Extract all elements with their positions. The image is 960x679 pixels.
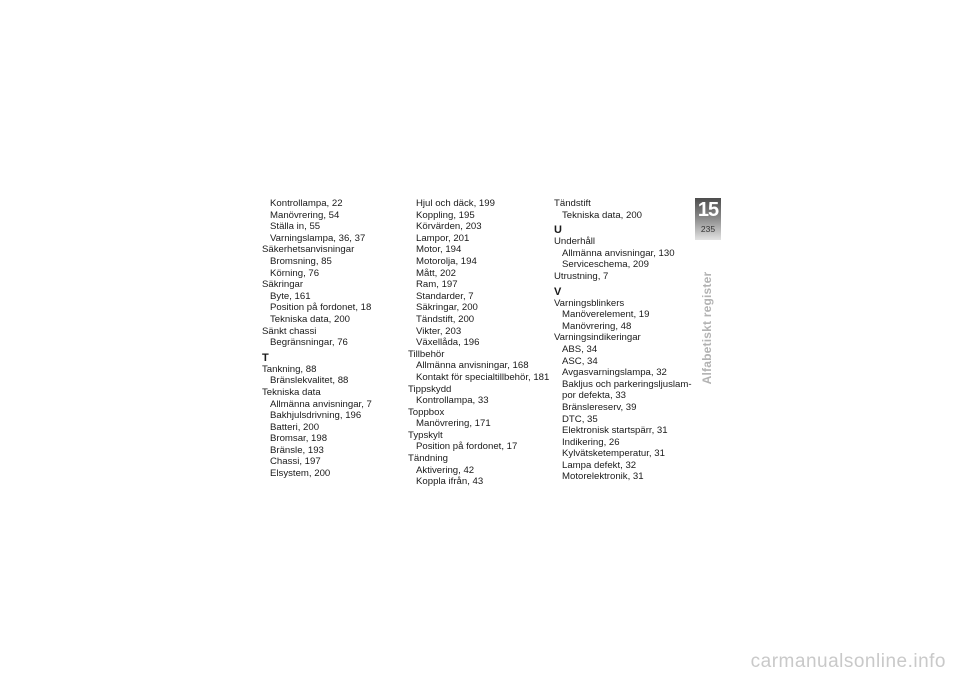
index-entry: Tändstift [554, 198, 591, 209]
index-subentry: Manövrering, 171 [416, 418, 491, 430]
index-subentry: Koppla ifrån, 43 [416, 476, 484, 488]
index-column-2 [408, 198, 558, 488]
index-entry: Sänkt chassi [262, 325, 317, 337]
index-entry: Tekniska data [262, 386, 321, 398]
index-subentry: ASC, 34 [562, 355, 598, 367]
index-subentry: Elektronisk startspärr, 31 [562, 425, 668, 437]
index-subentry: Serviceschema, 209 [562, 259, 649, 271]
index-subentry: Allmänna anvisningar, 130 [562, 247, 675, 259]
index-subentry: Motor, 194 [416, 244, 462, 256]
index-subentry: Kontrollampa, 33 [416, 395, 489, 407]
index-subentry: ABS, 34 [562, 343, 598, 355]
index-entry: Säkerhetsanvisningar [262, 244, 355, 256]
index-subentry: Kylvätsketemperatur, 31 [562, 448, 665, 460]
index-subentry: Bränsle, 193 [270, 444, 324, 456]
index-subentry: Tändstift, 200 [416, 313, 475, 325]
index-subentry: Lampor, 201 [416, 232, 470, 244]
index-subentry: Ram, 197 [416, 279, 458, 291]
index-subentry: Aktivering, 42 [416, 464, 475, 476]
index-letter-heading: U [554, 224, 562, 237]
index-subentry: Indikering, 26 [562, 436, 620, 448]
chapter-number: 15 [697, 199, 719, 221]
index-subentry: Motorelektronik, 31 [562, 471, 644, 483]
index-subentry: Batteri, 200 [270, 421, 320, 433]
page-number: 235 [700, 224, 716, 234]
index-entry: Tillbehör [408, 348, 445, 360]
index-subentry: Ställa in, 55 [270, 221, 321, 233]
index-subentry: Växellåda, 196 [416, 337, 480, 349]
index-entry: Tankning, 88 [262, 363, 317, 375]
index-subentry: Körning, 76 [270, 267, 320, 279]
index-subentry: Tekniska data, 200 [562, 209, 643, 221]
section-title-vertical [700, 272, 714, 385]
index-letter-heading: T [262, 351, 269, 364]
index-subentry: Manövrering, 54 [270, 209, 340, 221]
index-subentry: Manövrering, 48 [562, 320, 632, 332]
index-subentry: Bakljus och parkeringsljuslam- [562, 378, 692, 390]
index-subentry: Säkringar, 200 [416, 302, 478, 314]
index-subentry: Allmänna anvisningar, 7 [270, 398, 372, 410]
index-subentry: Lampa defekt, 32 [562, 459, 637, 471]
index-subentry: Motorolja, 194 [416, 255, 477, 267]
index-entry: Utrustning, 7 [554, 270, 609, 282]
index-entry: Varningsblinkers [554, 297, 625, 309]
index-subentry: Manöverelement, 19 [562, 309, 650, 321]
index-subentry: Bränslereserv, 39 [562, 401, 637, 413]
index-subentry: Hjul och däck, 199 [416, 198, 495, 209]
index-subentry: Byte, 161 [270, 290, 311, 302]
index-entry: Typskylt [408, 429, 443, 441]
index-letter-heading: V [554, 285, 562, 298]
index-column-1 [262, 198, 412, 480]
index-subentry: Bakhjulsdrivning, 196 [270, 410, 362, 422]
watermark: carmanualsonline.info [750, 651, 946, 672]
index-subentry: Allmänna anvisningar, 168 [416, 360, 529, 372]
index-subentry: por defekta, 33 [562, 390, 627, 402]
index-entry: Varningsindikeringar [554, 332, 641, 344]
section-title-text: Alfabetiskt register [700, 271, 714, 385]
index-subentry: Position på fordonet, 17 [416, 441, 518, 453]
index-entry: Toppbox [408, 406, 445, 418]
index-subentry: Mått, 202 [416, 267, 456, 279]
index-entry: Säkringar [262, 279, 304, 291]
index-subentry: Bromsning, 85 [270, 255, 332, 267]
index-subentry: Varningslampa, 36, 37 [270, 232, 366, 244]
index-subentry: Tekniska data, 200 [270, 313, 351, 325]
index-subentry: Vikter, 203 [416, 325, 462, 337]
index-subentry: Standarder, 7 [416, 290, 474, 302]
index-subentry: Chassi, 197 [270, 456, 321, 468]
index-subentry: Bränslekvalitet, 88 [270, 375, 349, 387]
index-subentry: Avgasvarningslampa, 32 [562, 367, 667, 379]
index-column-3 [554, 198, 704, 483]
index-subentry: DTC, 35 [562, 413, 598, 425]
index-subentry: Körvärden, 203 [416, 221, 482, 233]
index-subentry: Kontakt för specialtillbehör, 181 [416, 371, 550, 383]
index-subentry: Koppling, 195 [416, 209, 475, 221]
index-subentry: Elsystem, 200 [270, 468, 331, 480]
index-subentry: Bromsar, 198 [270, 433, 328, 445]
index-subentry: Position på fordonet, 18 [270, 302, 372, 314]
index-entry: Tändning [408, 453, 449, 465]
chapter-tab [695, 198, 721, 240]
index-subentry: Kontrollampa, 22 [270, 198, 343, 209]
index-subentry: Begränsningar, 76 [270, 337, 348, 349]
index-entry: Underhåll [554, 236, 596, 248]
index-entry: Tippskydd [408, 383, 452, 395]
